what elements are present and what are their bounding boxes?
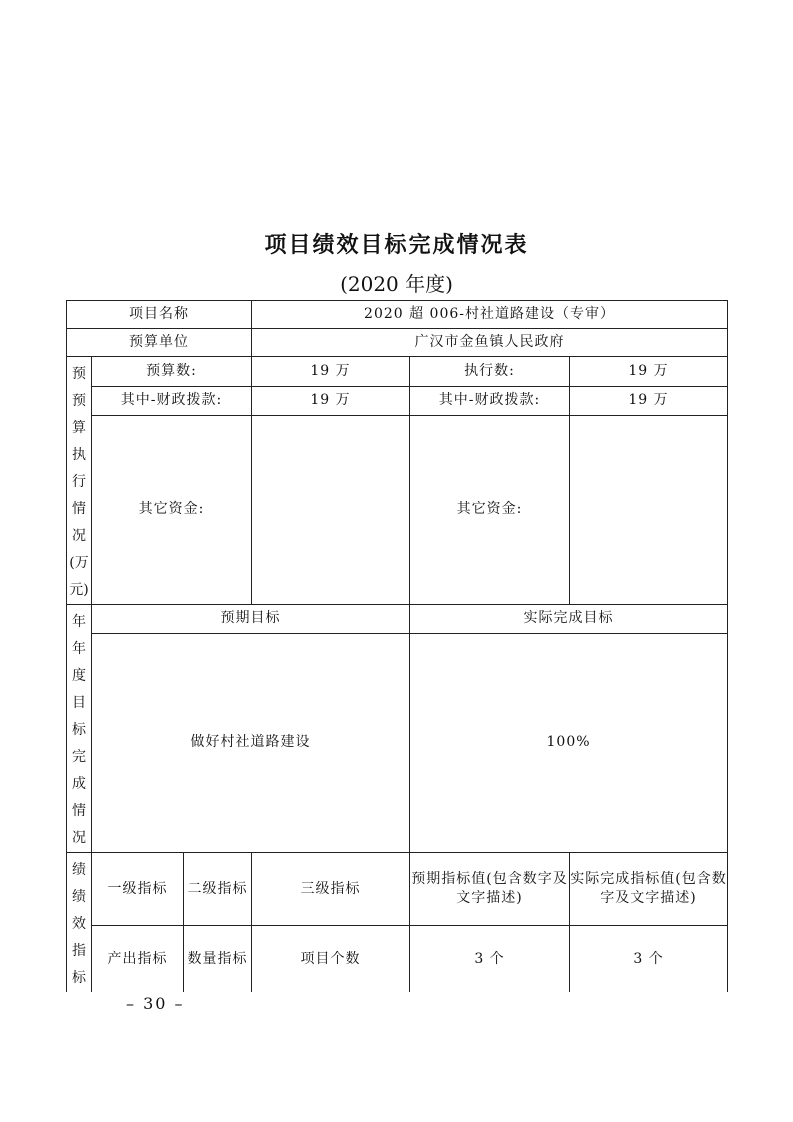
level1-indicator-header: 一级指标 (92, 853, 184, 926)
indicator-header-row (67, 853, 728, 926)
table-row (67, 926, 728, 992)
expected-indicator-header: 预期指标值(包含数字及文字描述) (410, 853, 570, 926)
budget-unit-row (67, 329, 728, 357)
expected-indicator-value: 3 个 (410, 926, 570, 992)
fiscal-budget-value: 19 万 (252, 386, 410, 415)
annual-header-row (67, 605, 728, 634)
actual-goal-value: 100% (410, 633, 728, 852)
project-name-label: 项目名称 (67, 301, 252, 329)
expected-goal-value: 做好村社道路建设 (92, 633, 410, 852)
level3-indicator-value: 项目个数 (252, 926, 410, 992)
actual-goal-header: 实际完成目标 (410, 605, 728, 634)
level1-indicator-value: 产出指标 (92, 926, 184, 992)
level2-indicator-value: 数量指标 (184, 926, 252, 992)
budget-unit-label: 预算单位 (67, 329, 252, 357)
budget-row (67, 357, 728, 387)
other-funds-row (67, 415, 728, 604)
level3-indicator-header: 三级指标 (252, 853, 410, 926)
project-name-value: 2020 超 006-村社道路建设（专审） (252, 301, 728, 329)
report-year: (2020 年度) (340, 272, 453, 296)
budget-side-label: 预 预 算 执 行 情 况 (万 元) (67, 357, 92, 605)
budget-amount-label: 预算数: (92, 357, 252, 387)
performance-form (66, 300, 728, 992)
fiscal-exec-label: 其中-财政拨款: (410, 386, 570, 415)
fiscal-row (67, 386, 728, 415)
actual-indicator-value: 3 个 (570, 926, 728, 992)
exec-amount-label: 执行数: (410, 357, 570, 387)
project-name-row (67, 301, 728, 329)
budget-unit-value: 广汉市金鱼镇人民政府 (252, 329, 728, 357)
level2-indicator-header: 二级指标 (184, 853, 252, 926)
page-number: – 30 – (126, 994, 185, 1013)
expected-goal-header: 预期目标 (92, 605, 410, 634)
other-funds-budget-label: 其它资金: (92, 415, 252, 604)
page-title: 项目绩效目标完成情况表 (264, 233, 529, 258)
exec-amount-value: 19 万 (570, 357, 728, 387)
performance-side-label: 绩 绩 效 指 标 (67, 853, 92, 993)
budget-amount-value: 19 万 (252, 357, 410, 387)
other-funds-budget-value (252, 415, 410, 604)
other-funds-exec-label: 其它资金: (410, 415, 570, 604)
fiscal-budget-label: 其中-财政拨款: (92, 386, 252, 415)
actual-indicator-header: 实际完成指标值(包含数字及文字描述) (570, 853, 728, 926)
annual-body-row (67, 633, 728, 852)
annual-side-label: 年 年 度 目 标 完 成 情 况 (67, 605, 92, 853)
other-funds-exec-value (570, 415, 728, 604)
fiscal-exec-value: 19 万 (570, 386, 728, 415)
